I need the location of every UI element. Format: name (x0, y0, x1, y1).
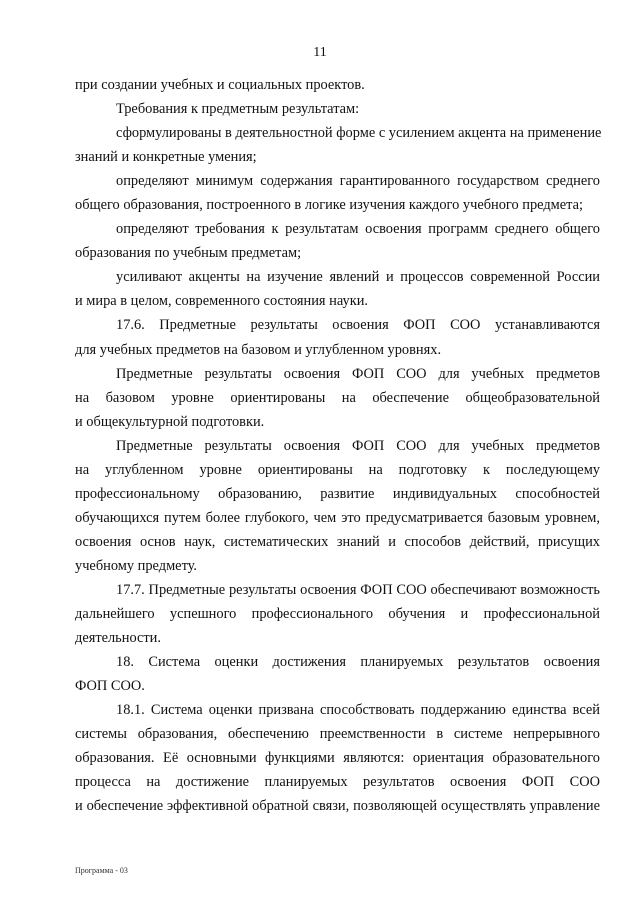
page-number: 11 (313, 45, 327, 60)
text-line: 18. Система оценки достижения планируемых результатов освоения (116, 654, 600, 671)
text-line: на базовом уровне ориентированы на обеспечение общеобразовательной (75, 389, 600, 406)
text-line: 18.1. Система оценки призвана способствовать поддержанию единства всей (116, 702, 600, 719)
text-line: на углубленном уровне ориентированы на подготовку к последующему (75, 461, 600, 478)
text-line: Требования к предметным результатам: (116, 101, 360, 118)
text-line: Предметные результаты освоения ФОП СОО для учебных предметов (116, 365, 600, 382)
text-line: процесса на достижение планируемых результатов освоения ФОП СОО (75, 774, 600, 791)
text-line: для учебных предметов на базовом и углубленном уровнях. (75, 341, 442, 358)
text-line: ФОП СОО. (75, 678, 145, 695)
text-line: сформулированы в деятельностной форме с усилением акцента на применение (116, 125, 602, 142)
text-line: при создании учебных и социальных проектов. (75, 77, 365, 93)
text-line: определяют минимум содержания гарантированного государством среднего (116, 173, 600, 190)
text-line: освоения основ наук, систематических знаний и способов действий, присущих (75, 533, 600, 550)
text-line: знаний и конкретные умения; (75, 149, 257, 166)
text-line: образования по учебным предметам; (75, 245, 302, 262)
text-line: и обеспечение эффективной обратной связи, позволяющей осуществлять управление (75, 798, 600, 815)
text-line: системы образования, обеспечению преемственности в системе непрерывного (75, 726, 600, 743)
text-line: определяют требования к результатам освоения программ среднего общего (116, 221, 600, 238)
text-line: учебному предмету. (75, 557, 198, 574)
footer-label: Программа - 03 (75, 866, 128, 875)
text-line: усиливают акценты на изучение явлений и процессов современной России (116, 269, 600, 286)
text-line: Предметные результаты освоения ФОП СОО для учебных предметов (116, 437, 600, 454)
text-line: образования. Её основными функциями являются: ориентация образовательного (75, 750, 600, 767)
text-line: 17.6. Предметные результаты освоения ФОП СОО устанавливаются (116, 317, 600, 334)
text-line: и мира в целом, современного состояния науки. (75, 293, 368, 310)
text-line: деятельности. (75, 630, 161, 647)
text-line: профессиональному образованию, развитие индивидуальных способностей (75, 485, 600, 502)
text-line: общего образования, построенного в логике изучения каждого учебного предмета; (75, 197, 584, 214)
text-line: и общекультурной подготовки. (75, 413, 265, 430)
document-body (75, 73, 600, 818)
text-line: обучающихся путем более глубокого, чем это предусматривается базовым уровнем, (75, 509, 600, 526)
text-line: 17.7. Предметные результаты освоения ФОП СОО обеспечивают возможность (116, 581, 600, 598)
text-line: дальнейшего успешного профессионального обучения и профессиональной (75, 606, 600, 623)
